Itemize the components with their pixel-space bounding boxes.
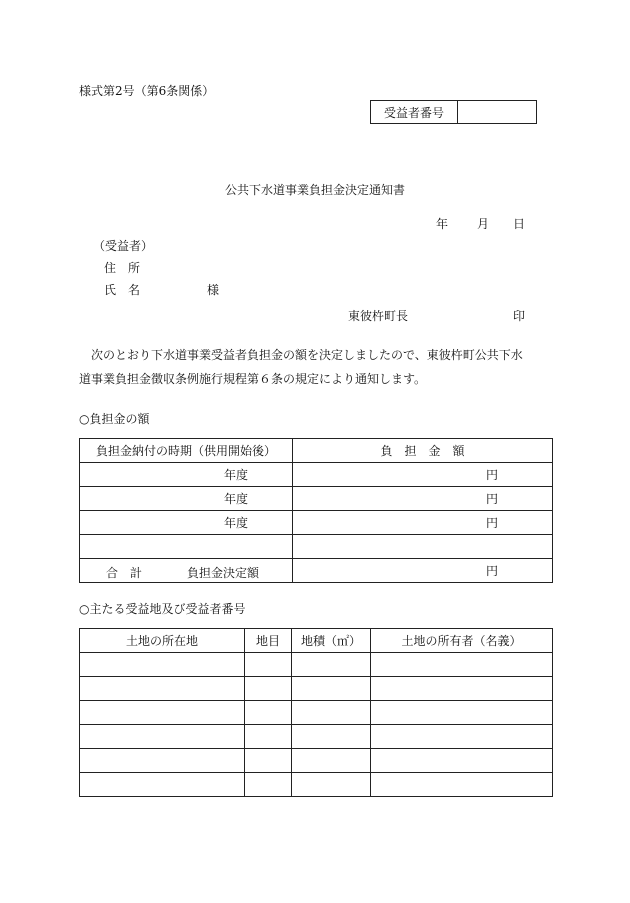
issuer-name: 東彼杵町長 [348,309,409,323]
period-cell[interactable] [80,535,293,559]
land-category-cell[interactable] [245,653,292,677]
header-amount: 負 担 金 額 [293,439,553,463]
total-row [80,559,553,583]
land-area-cell[interactable] [292,677,371,701]
land-area-cell[interactable] [292,701,371,725]
land-table [79,628,553,797]
period-cell[interactable]: 年度 [80,487,293,511]
total-label-cell [80,559,293,583]
honorific: 様 [207,283,220,297]
table-row [80,725,553,749]
section1-heading: ○負担金の額 [79,412,150,426]
owner-cell[interactable] [371,749,553,773]
header-period: 負担金納付の時期（供用開始後） [80,439,293,463]
location-cell[interactable] [80,653,245,677]
table-row [80,653,553,677]
amount-table [79,438,553,583]
owner-cell[interactable] [371,677,553,701]
table-row [80,701,553,725]
amount-cell[interactable]: 円 [293,463,553,487]
recipient-number-field[interactable] [458,101,537,124]
location-cell[interactable] [80,725,245,749]
total-label: 合 計 [106,566,143,580]
period-cell[interactable]: 年度 [80,511,293,535]
land-category-cell[interactable] [245,725,292,749]
table-row [80,677,553,701]
header-owner: 土地の所有者（名義） [371,629,553,653]
land-table-header [80,629,553,653]
form-number: 様式第2号（第6条関係） [79,84,215,98]
location-cell[interactable] [80,677,245,701]
section2-heading: ○主たる受益地及び受益者番号 [79,602,246,616]
location-cell[interactable] [80,749,245,773]
recipient-number-label: 受益者番号 [371,101,458,124]
land-category-cell[interactable] [245,701,292,725]
total-amount-cell[interactable]: 円 [293,559,553,583]
owner-cell[interactable] [371,653,553,677]
land-area-cell[interactable] [292,725,371,749]
location-cell[interactable] [80,773,245,797]
amount-cell[interactable] [293,535,553,559]
page-title: 公共下水道事業負担金決定通知書 [224,183,405,197]
header-land-area: 地積（㎡） [292,629,371,653]
period-cell[interactable]: 年度 [80,463,293,487]
body-text-line2: 道事業負担金徴収条例施行規程第６条の規定により通知します。 [79,372,427,386]
date-month: 月 [477,217,490,231]
owner-cell[interactable] [371,773,553,797]
table-row [80,511,553,535]
table-row [80,487,553,511]
date-year: 年 [436,217,449,231]
name-label: 氏 名 [104,283,141,297]
header-location: 土地の所在地 [80,629,245,653]
land-category-cell[interactable] [245,773,292,797]
recipient-number-box [370,100,537,124]
land-area-cell[interactable] [292,749,371,773]
table-row [80,773,553,797]
address-label: 住 所 [104,261,141,275]
land-area-cell[interactable] [292,773,371,797]
table-row [80,463,553,487]
date-day: 日 [513,217,526,231]
table-row [80,749,553,773]
addressee-heading: （受益者） [93,239,154,253]
header-land-category: 地目 [245,629,292,653]
amount-cell[interactable]: 円 [293,487,553,511]
land-area-cell[interactable] [292,653,371,677]
amount-cell[interactable]: 円 [293,511,553,535]
owner-cell[interactable] [371,701,553,725]
total-sub-label: 負担金決定額 [187,566,260,580]
body-text-line1: 次のとおり下水道事業受益者負担金の額を決定しましたので、東彼杵町公共下水 [91,348,523,362]
owner-cell[interactable] [371,725,553,749]
seal-mark: 印 [513,309,526,323]
table-row [80,535,553,559]
land-category-cell[interactable] [245,749,292,773]
location-cell[interactable] [80,701,245,725]
amount-table-header [80,439,553,463]
land-category-cell[interactable] [245,677,292,701]
